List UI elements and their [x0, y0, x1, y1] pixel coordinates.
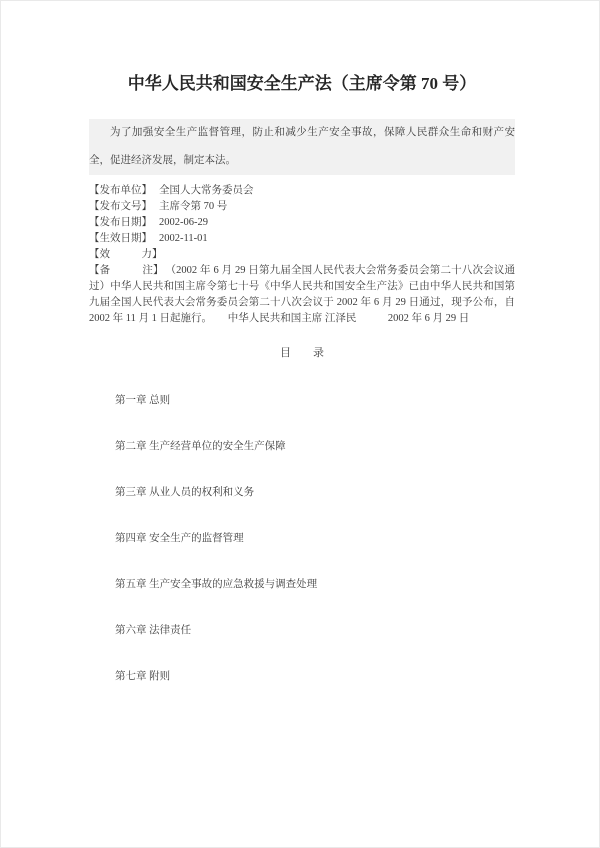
meta-value: 全国人大常务委员会: [159, 185, 254, 196]
meta-row-issue-date: [89, 215, 515, 231]
meta-label: 【发布单位】: [89, 185, 152, 196]
meta-row-issuing-unit: [89, 183, 515, 199]
page-title: 中华人民共和国安全生产法（主席令第 70 号）: [127, 74, 477, 93]
meta-row-effective-date: [89, 231, 515, 247]
meta-label: 【生效日期】: [89, 233, 152, 244]
table-of-contents: [89, 395, 515, 683]
meta-row-document-number: [89, 199, 515, 215]
toc-item-chapter-3: 第三章 从业人员的权利和义务: [115, 487, 255, 498]
meta-label: 【发布文号】: [89, 201, 152, 212]
meta-value: （2002 年 6 月 29 日第九届全国人民代表大会常务委员会第二十八次会议通过）中华人民共和国主席令第七十号《中华人民共和国安全生产法》已由中华人民共和国第九届全国人民代表大会常务委员会第二十八次会议于 2002 年 6 月 29 日通过，现予公布，自 2002 年 11 月 1 日起施行。 中华人民共和国主席 江泽民 2002 年 6 月 29 日: [89, 265, 515, 324]
toc-item-chapter-6: 第六章 法律责任: [115, 625, 192, 636]
document-body: [1, 1, 599, 847]
meta-row-remarks: [89, 263, 515, 327]
toc-item-chapter-5: 第五章 生产安全事故的应急救援与调查处理: [115, 579, 318, 590]
toc-item-chapter-4: 第四章 安全生产的监督管理: [115, 533, 244, 544]
metadata-list: [89, 183, 515, 327]
meta-label: 【备 注】: [89, 265, 164, 276]
meta-value: 2002-11-01: [159, 233, 208, 244]
meta-label: 【发布日期】: [89, 217, 152, 228]
meta-value: 2002-06-29: [159, 217, 208, 228]
meta-label: 【效 力】: [89, 249, 163, 260]
abstract-box: 为了加强安全生产监督管理，防止和减少生产安全事故，保障人民群众生命和财产安全，促进经济发展，制定本法。: [89, 119, 515, 175]
toc-item-chapter-1: 第一章 总则: [115, 395, 171, 406]
toc-item-chapter-7: 第七章 附则: [115, 671, 171, 682]
meta-value: 主席令第 70 号: [159, 201, 228, 212]
toc-item-chapter-2: 第二章 生产经营单位的安全生产保障: [115, 441, 286, 452]
toc-heading: 目 录: [280, 347, 324, 359]
meta-row-validity: [89, 247, 515, 263]
